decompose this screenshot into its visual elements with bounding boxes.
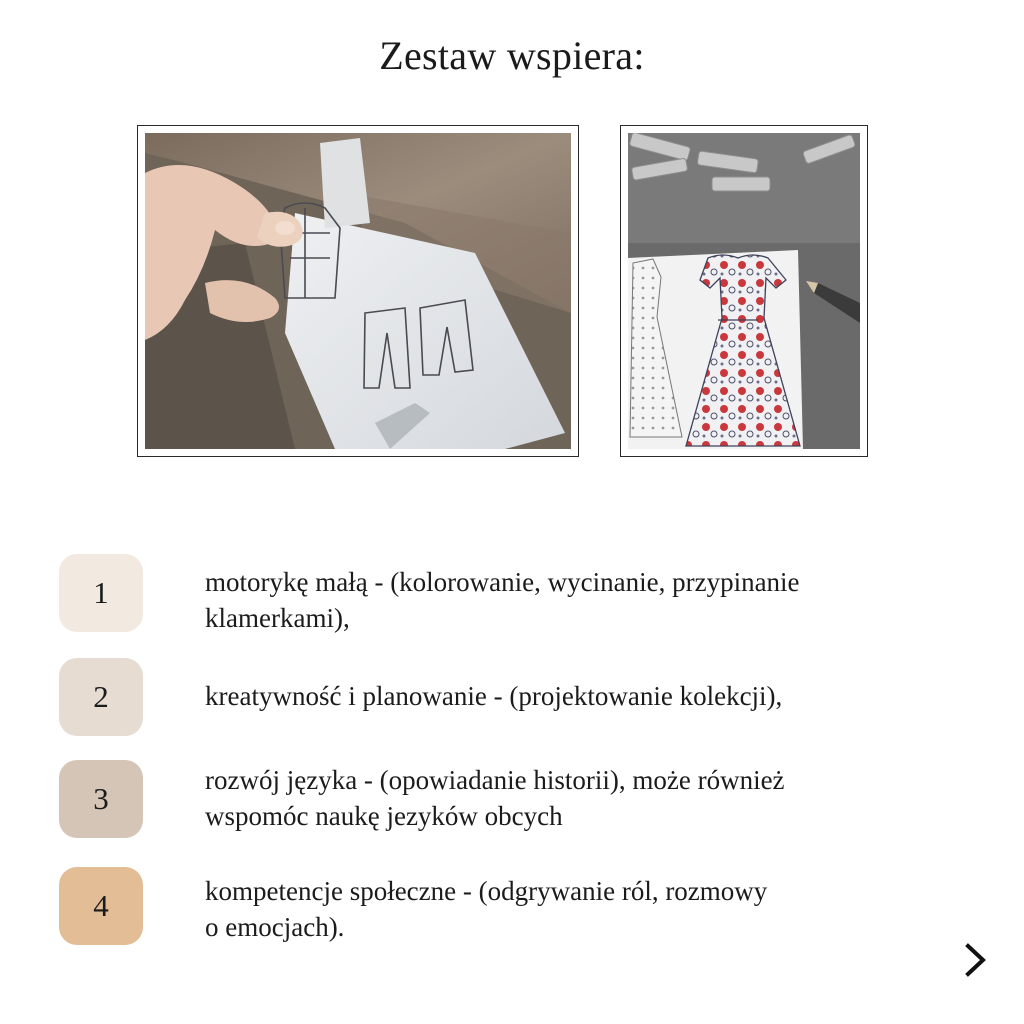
number-badge: 1 (59, 554, 143, 632)
list-item-text: kreatywność i planowanie - (projektowanie kolekcji), (205, 681, 783, 711)
list-item-text: rozwój języka - (opowiadanie historii), może również wspomóc naukę jezyków obcych (205, 765, 785, 831)
chevron-right-icon (963, 943, 989, 977)
next-button[interactable] (956, 940, 996, 980)
photo-colored-dress (620, 125, 868, 457)
photo-hand-cutting-paper-clothes (145, 133, 571, 449)
page-title: Zestaw wspiera: (379, 33, 645, 78)
number-badge: 3 (59, 760, 143, 838)
number-badge: 4 (59, 867, 143, 945)
number-badge: 2 (59, 658, 143, 736)
list-item-text: kompetencje społeczne - (odgrywanie ról, rozmowy o emocjach). (205, 876, 768, 942)
photo-colored-dress-with-clothespins (628, 133, 860, 449)
photo-cutting-paper-clothes (137, 125, 579, 457)
list-item-text: motorykę małą - (kolorowanie, wycinanie, przypinanie klamerkami), (205, 567, 800, 633)
